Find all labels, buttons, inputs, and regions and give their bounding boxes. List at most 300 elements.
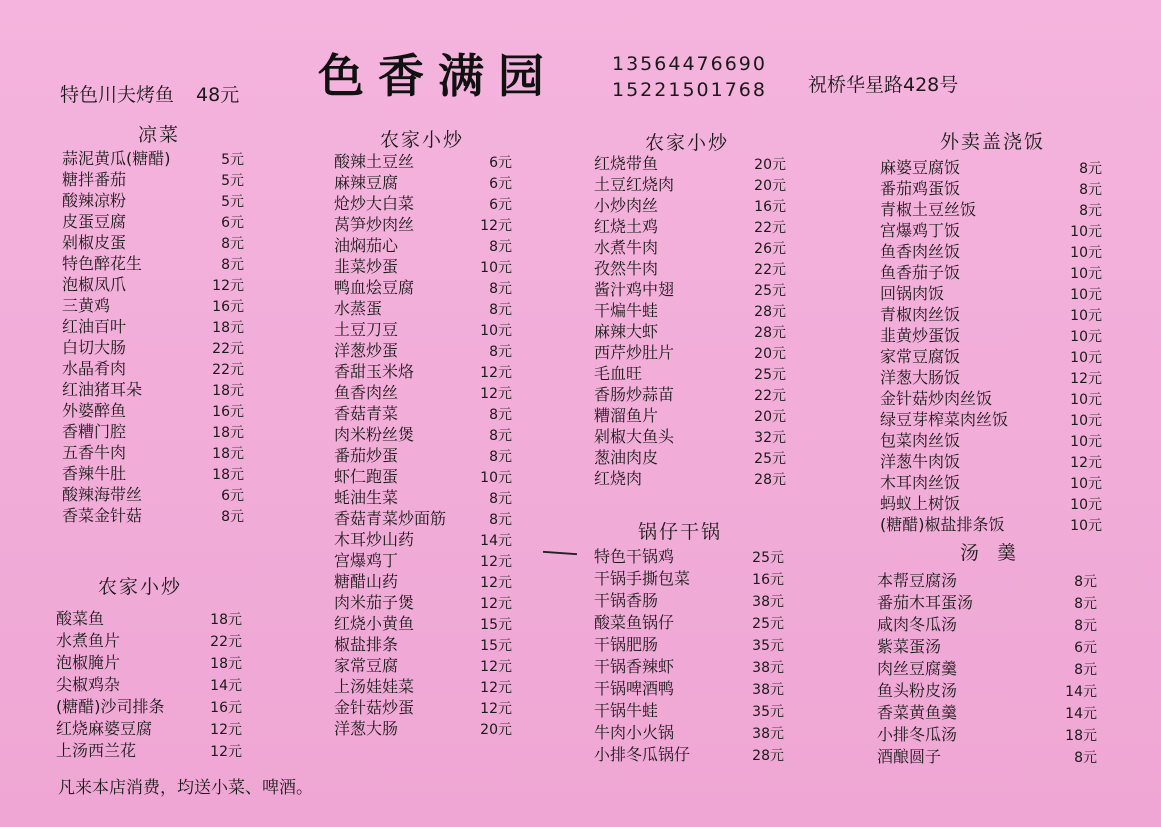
dish-price: 12元 (480, 386, 512, 402)
dish-price: 10元 (1070, 287, 1102, 303)
dish-price: 18元 (212, 446, 244, 462)
dish-name: 宫爆鸡丁 (334, 551, 399, 570)
dish-name: 肉米茄子煲 (334, 593, 415, 612)
dish-name: 酸辣海带丝 (62, 485, 143, 504)
list-farm-stir-fry-c (594, 153, 786, 489)
list-item (877, 658, 1097, 680)
list-item (594, 590, 784, 612)
list-item (594, 384, 786, 405)
dish-name: 葱油肉皮 (594, 448, 659, 467)
dish-price: 8元 (489, 428, 512, 444)
list-dry-pot (594, 546, 784, 766)
list-item (594, 612, 784, 634)
dish-price: 8元 (489, 281, 512, 297)
dish-price: 22元 (754, 220, 786, 236)
list-item (334, 529, 512, 550)
list-item (334, 424, 512, 445)
dish-price: 14元 (1065, 706, 1097, 722)
dish-name: 泡椒腌片 (56, 653, 121, 672)
dish-price: 22元 (212, 362, 244, 378)
dish-name: 鱼香肉丝饭 (880, 242, 961, 261)
dish-price: 18元 (212, 467, 244, 483)
list-item (594, 656, 784, 678)
list-item (594, 237, 786, 258)
list-item (334, 172, 512, 193)
dish-name: 特色醉花生 (62, 254, 143, 273)
list-item (334, 298, 512, 319)
list-item (594, 568, 784, 590)
list-item (334, 340, 512, 361)
dish-price: 10元 (1070, 266, 1102, 282)
dish-price: 20元 (754, 346, 786, 362)
dish-name: 牛肉小火锅 (594, 723, 675, 742)
phone-number: 15221501768 (612, 79, 767, 101)
dish-name: 酸菜鱼锅仔 (594, 613, 675, 632)
dish-price: 10元 (1070, 497, 1102, 513)
promo-line (60, 80, 239, 107)
dish-price: 28元 (754, 304, 786, 320)
list-item (880, 220, 1102, 241)
list-item (880, 451, 1102, 472)
dish-name: 家常豆腐 (334, 656, 399, 675)
dish-price: 10元 (1070, 308, 1102, 324)
dish-price: 28元 (752, 748, 784, 764)
dish-price: 12元 (480, 554, 512, 570)
list-item (334, 571, 512, 592)
dish-name: 糟溜鱼片 (594, 406, 659, 425)
list-item (334, 634, 512, 655)
list-item (62, 400, 244, 421)
dish-name: 绿豆芽榨菜肉丝饭 (880, 410, 1009, 429)
list-item (877, 702, 1097, 724)
list-cold-dishes (62, 148, 244, 526)
dish-price: 12元 (1070, 371, 1102, 387)
list-item (334, 235, 512, 256)
list-item (877, 680, 1097, 702)
dish-name: 酱汁鸡中翅 (594, 280, 675, 299)
list-farm-stir-fry-b (334, 151, 512, 739)
dish-name: 红烧肉 (594, 469, 643, 488)
dish-price: 6元 (1074, 640, 1097, 656)
section-title-cold-dishes: 凉菜 (138, 124, 181, 146)
list-item (877, 592, 1097, 614)
dish-price: 12元 (480, 575, 512, 591)
list-item (334, 676, 512, 697)
dish-name: 香菇青菜 (334, 404, 399, 423)
address: 祝桥华星路428号 (808, 74, 959, 96)
dish-name: 五香牛肉 (62, 443, 127, 462)
dish-price: 38元 (752, 726, 784, 742)
dish-name: 特色干锅鸡 (594, 547, 675, 566)
list-item (594, 321, 786, 342)
dish-price: 12元 (480, 218, 512, 234)
list-item (62, 484, 244, 505)
dish-name: (糖醋)椒盐排条饭 (880, 515, 1005, 534)
list-item (594, 216, 786, 237)
dish-name: (糖醋)沙司排条 (56, 697, 165, 716)
promo-price: 48元 (196, 84, 240, 106)
dish-price: 8元 (489, 512, 512, 528)
list-item (594, 426, 786, 447)
dish-name: 肉丝豆腐羹 (877, 659, 958, 678)
dish-price: 12元 (1070, 455, 1102, 471)
dish-name: 麻辣豆腐 (334, 173, 399, 192)
dish-name: 麻婆豆腐饭 (880, 158, 961, 177)
list-item (877, 614, 1097, 636)
dish-name: 木耳肉丝饭 (880, 473, 961, 492)
list-item (880, 367, 1102, 388)
dish-price: 10元 (1070, 392, 1102, 408)
dish-price: 10元 (1070, 413, 1102, 429)
list-item (880, 262, 1102, 283)
dish-price: 38元 (752, 682, 784, 698)
list-item (880, 430, 1102, 451)
dish-name: 红烧土鸡 (594, 217, 659, 236)
section-title-rice-bowls: 外卖盖浇饭 (940, 131, 1046, 153)
dish-name: 金针菇炒肉丝饭 (880, 389, 993, 408)
dish-price: 14元 (1065, 684, 1097, 700)
dish-price: 16元 (754, 199, 786, 215)
dish-name: 香糟门腔 (62, 422, 127, 441)
dish-price: 16元 (752, 572, 784, 588)
list-soups (877, 570, 1097, 768)
dish-price: 10元 (480, 470, 512, 486)
dish-name: 西芹炒肚片 (594, 343, 675, 362)
dish-price: 18元 (212, 425, 244, 441)
dish-price: 16元 (210, 700, 242, 716)
list-item (594, 300, 786, 321)
dish-name: 鸭血烩豆腐 (334, 278, 415, 297)
list-item (594, 722, 784, 744)
dish-price: 22元 (210, 634, 242, 650)
list-item (334, 382, 512, 403)
dish-name: 回锅肉饭 (880, 284, 945, 303)
dish-price: 5元 (221, 194, 244, 210)
dish-price: 8元 (489, 302, 512, 318)
dish-name: 炝炒大白菜 (334, 194, 415, 213)
list-item (62, 316, 244, 337)
list-item (62, 232, 244, 253)
dish-name: 香辣牛肚 (62, 464, 127, 483)
dish-price: 10元 (1070, 350, 1102, 366)
list-item (880, 283, 1102, 304)
dish-name: 椒盐排条 (334, 635, 399, 654)
list-item (56, 674, 242, 696)
dish-price: 16元 (212, 404, 244, 420)
dish-name: 红油百叶 (62, 317, 127, 336)
section-title-farm-stir-fry: 农家小炒 (98, 576, 183, 598)
list-item (877, 570, 1097, 592)
dish-name: 莴笋炒肉丝 (334, 215, 415, 234)
dish-name: 洋葱大肠饭 (880, 368, 961, 387)
dish-price: 10元 (1070, 245, 1102, 261)
pen-mark (543, 551, 577, 555)
footer-note: 凡来本店消费，均送小菜、啤酒。 (58, 778, 313, 798)
dish-price: 8元 (489, 344, 512, 360)
dish-name: 香菜黄鱼羹 (877, 703, 958, 722)
dish-price: 8元 (489, 239, 512, 255)
dish-price: 12元 (210, 722, 242, 738)
dish-name: 干锅香辣虾 (594, 657, 675, 676)
section-title-farm-stir-fry: 农家小炒 (645, 132, 730, 154)
dish-name: 洋葱炒蛋 (334, 341, 399, 360)
list-item (594, 634, 784, 656)
dish-name: 水煮牛肉 (594, 238, 659, 257)
dish-name: 红烧小黄鱼 (334, 614, 415, 633)
dish-name: 酸辣土豆丝 (334, 152, 415, 171)
dish-name: 木耳炒山药 (334, 530, 415, 549)
list-item (62, 211, 244, 232)
list-item (62, 148, 244, 169)
dish-price: 5元 (221, 152, 244, 168)
list-item (56, 630, 242, 652)
list-item (594, 468, 786, 489)
dish-name: 毛血旺 (594, 364, 643, 383)
dish-name: 红油猪耳朵 (62, 380, 143, 399)
list-item (880, 325, 1102, 346)
list-item (62, 295, 244, 316)
dish-price: 32元 (754, 430, 786, 446)
dish-name: 酒酿圆子 (877, 747, 942, 766)
list-item (334, 550, 512, 571)
dish-price: 8元 (1079, 203, 1102, 219)
dish-name: 鱼香肉丝 (334, 383, 399, 402)
dish-name: 土豆刀豆 (334, 320, 399, 339)
list-item (334, 613, 512, 634)
dish-name: 白切大肠 (62, 338, 127, 357)
dish-price: 8元 (1079, 182, 1102, 198)
dish-price: 5元 (221, 173, 244, 189)
dish-price: 26元 (754, 241, 786, 257)
dish-price: 18元 (210, 656, 242, 672)
dish-name: 香菜金针菇 (62, 506, 143, 525)
section-title-farm-stir-fry: 农家小炒 (380, 129, 465, 151)
dish-price: 8元 (1074, 662, 1097, 678)
list-item (62, 169, 244, 190)
dish-name: 包菜肉丝饭 (880, 431, 961, 450)
dish-name: 干锅手撕包菜 (594, 569, 691, 588)
dish-name: 水煮鱼片 (56, 631, 121, 650)
dish-price: 6元 (489, 155, 512, 171)
list-item (334, 151, 512, 172)
list-item (880, 472, 1102, 493)
list-item (62, 463, 244, 484)
dish-name: 洋葱大肠 (334, 719, 399, 738)
list-item (594, 678, 784, 700)
dish-price: 18元 (1065, 728, 1097, 744)
dish-name: 红烧带鱼 (594, 154, 659, 173)
list-item (62, 337, 244, 358)
dish-price: 8元 (221, 236, 244, 252)
list-item (880, 409, 1102, 430)
dish-price: 25元 (752, 616, 784, 632)
dish-name: 水蒸蛋 (334, 299, 383, 318)
dish-name: 蚂蚁上树饭 (880, 494, 961, 513)
dish-price: 12元 (212, 278, 244, 294)
list-rice-bowls (880, 157, 1102, 535)
dish-price: 28元 (754, 472, 786, 488)
dish-price: 8元 (1079, 161, 1102, 177)
list-item (594, 700, 784, 722)
dish-price: 10元 (1070, 224, 1102, 240)
list-item (877, 724, 1097, 746)
dish-name: 韭黄炒蛋饭 (880, 326, 961, 345)
list-item (334, 319, 512, 340)
dish-name: 糖拌番茄 (62, 170, 127, 189)
section-title-soups: 汤 羹 (960, 542, 1023, 564)
dish-name: 孜然牛肉 (594, 259, 659, 278)
dish-name: 水晶肴肉 (62, 359, 127, 378)
list-item (594, 546, 784, 568)
list-item (334, 487, 512, 508)
restaurant-title: 色香满园 (318, 49, 558, 103)
dish-name: 外婆醉鱼 (62, 401, 127, 420)
dish-name: 泡椒凤爪 (62, 275, 127, 294)
dish-name: 鱼香茄子饭 (880, 263, 961, 282)
dish-name: 洋葱牛肉饭 (880, 452, 961, 471)
list-item (334, 655, 512, 676)
dish-name: 三黄鸡 (62, 296, 111, 315)
dish-price: 14元 (480, 533, 512, 549)
dish-name: 麻辣大虾 (594, 322, 659, 341)
dish-price: 18元 (212, 383, 244, 399)
dish-price: 8元 (1074, 750, 1097, 766)
list-item (880, 304, 1102, 325)
dish-name: 青椒土豆丝饭 (880, 200, 977, 219)
list-item (880, 241, 1102, 262)
list-item (594, 153, 786, 174)
list-item (880, 178, 1102, 199)
dish-price: 12元 (480, 701, 512, 717)
dish-price: 8元 (489, 491, 512, 507)
dish-price: 35元 (752, 704, 784, 720)
dish-name: 酸辣凉粉 (62, 191, 127, 210)
dish-name: 紫菜蛋汤 (877, 637, 942, 656)
dish-name: 干煸牛蛙 (594, 301, 659, 320)
dish-name: 土豆红烧肉 (594, 175, 675, 194)
dish-price: 8元 (221, 509, 244, 525)
dish-name: 小排冬瓜汤 (877, 725, 958, 744)
list-item (334, 256, 512, 277)
list-item (62, 442, 244, 463)
dish-name: 肉米粉丝煲 (334, 425, 415, 444)
list-item (56, 608, 242, 630)
dish-price: 15元 (480, 617, 512, 633)
dish-price: 6元 (489, 197, 512, 213)
dish-price: 10元 (1070, 476, 1102, 492)
list-item (56, 652, 242, 674)
list-item (880, 346, 1102, 367)
dish-price: 18元 (210, 612, 242, 628)
dish-price: 28元 (754, 325, 786, 341)
dish-name: 鱼头粉皮汤 (877, 681, 958, 700)
dish-name: 酸菜鱼 (56, 609, 105, 628)
list-item (334, 718, 512, 739)
section-title-dry-pot: 锅仔干锅 (638, 521, 723, 543)
dish-name: 剁椒大鱼头 (594, 427, 675, 446)
dish-price: 20元 (480, 722, 512, 738)
dish-price: 8元 (221, 257, 244, 273)
dish-price: 22元 (212, 341, 244, 357)
dish-price: 8元 (1074, 574, 1097, 590)
promo-dish: 特色川夫烤鱼 (60, 84, 175, 106)
dish-price: 10元 (480, 260, 512, 276)
list-item (62, 190, 244, 211)
dish-name: 油焖茄心 (334, 236, 399, 255)
dish-price: 10元 (1070, 518, 1102, 534)
list-item (594, 174, 786, 195)
dish-price: 10元 (480, 323, 512, 339)
dish-price: 6元 (221, 488, 244, 504)
dish-name: 金针菇炒蛋 (334, 698, 415, 717)
list-item (877, 746, 1097, 768)
dish-name: 剁椒皮蛋 (62, 233, 127, 252)
dish-price: 38元 (752, 660, 784, 676)
dish-name: 干锅肥肠 (594, 635, 659, 654)
dish-name: 小排冬瓜锅仔 (594, 745, 691, 764)
list-item (334, 445, 512, 466)
dish-price: 8元 (1074, 596, 1097, 612)
list-item (62, 379, 244, 400)
dish-name: 青椒肉丝饭 (880, 305, 961, 324)
list-item (594, 363, 786, 384)
dish-name: 咸肉冬瓜汤 (877, 615, 958, 634)
dish-name: 皮蛋豆腐 (62, 212, 127, 231)
dish-price: 16元 (212, 299, 244, 315)
list-item (594, 744, 784, 766)
list-item (62, 358, 244, 379)
dish-name: 香肠炒蒜苗 (594, 385, 675, 404)
dish-name: 干锅啤酒鸭 (594, 679, 675, 698)
dish-price: 25元 (754, 451, 786, 467)
dish-name: 尖椒鸡杂 (56, 675, 121, 694)
dish-name: 小炒肉丝 (594, 196, 659, 215)
dish-name: 番茄鸡蛋饭 (880, 179, 961, 198)
dish-price: 18元 (212, 320, 244, 336)
list-item (880, 199, 1102, 220)
list-farm-stir-fry-a (56, 608, 242, 762)
list-item (594, 195, 786, 216)
dish-name: 宫爆鸡丁饭 (880, 221, 961, 240)
dish-name: 蚝油生菜 (334, 488, 399, 507)
dish-name: 上汤西兰花 (56, 741, 137, 760)
dish-name: 干锅香肠 (594, 591, 659, 610)
dish-name: 韭菜炒蛋 (334, 257, 399, 276)
dish-price: 6元 (221, 215, 244, 231)
list-item (56, 718, 242, 740)
list-item (594, 279, 786, 300)
list-item (880, 514, 1102, 535)
list-item (334, 697, 512, 718)
phone-numbers (612, 51, 767, 103)
dish-name: 香甜玉米烙 (334, 362, 415, 381)
dish-price: 8元 (489, 449, 512, 465)
list-item (880, 388, 1102, 409)
dish-name: 番茄炒蛋 (334, 446, 399, 465)
dish-price: 12元 (480, 659, 512, 675)
list-item (334, 277, 512, 298)
dish-price: 12元 (480, 596, 512, 612)
list-item (880, 493, 1102, 514)
dish-price: 12元 (210, 744, 242, 760)
dish-price: 38元 (752, 594, 784, 610)
dish-name: 蒜泥黄瓜(糖醋) (62, 149, 171, 168)
dish-name: 家常豆腐饭 (880, 347, 961, 366)
dish-name: 上汤娃娃菜 (334, 677, 415, 696)
list-item (334, 193, 512, 214)
dish-price: 22元 (754, 388, 786, 404)
list-item (594, 447, 786, 468)
